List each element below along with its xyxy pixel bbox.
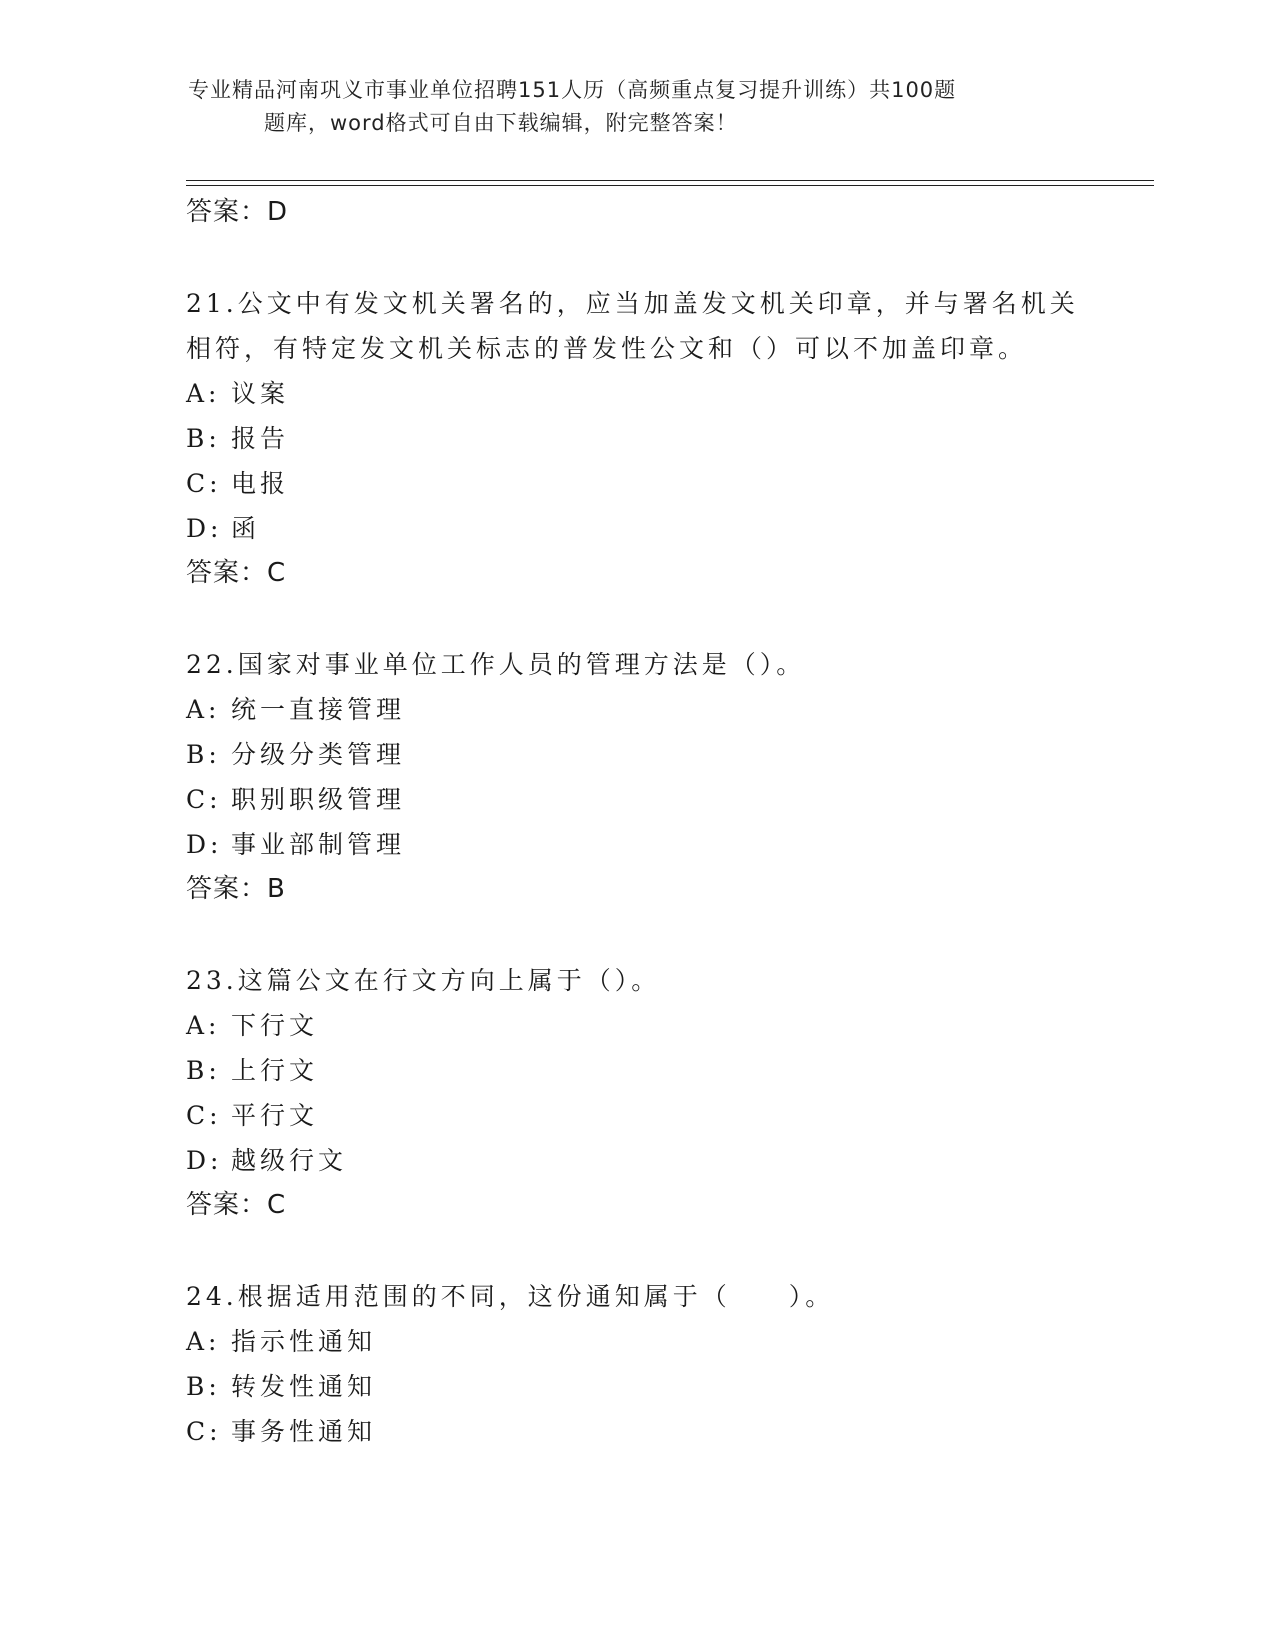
question-item — [186, 281, 1086, 596]
option-c — [186, 1409, 1086, 1454]
option-letter: A: — [186, 1327, 221, 1356]
option-text: 职别职级管理 — [231, 785, 406, 814]
option-letter: D: — [186, 1146, 223, 1175]
option-a — [186, 371, 1086, 416]
answer-line: 答案：C — [186, 1190, 287, 1220]
option-text: 上行文 — [231, 1056, 319, 1085]
option-text: 越级行文 — [231, 1146, 348, 1175]
option-text: 下行文 — [231, 1011, 319, 1040]
question-text: 21.公文中有发文机关署名的，应当加盖发文机关印章，并与署名机关相符，有特定发文机关标志的普发性公文和（）可以不加盖印章。 — [186, 289, 1079, 363]
option-text: 分级分类管理 — [231, 740, 406, 769]
option-b — [186, 732, 1086, 777]
option-letter: A: — [186, 695, 221, 724]
option-letter: B: — [186, 424, 221, 453]
option-text: 函 — [231, 514, 261, 543]
question-item — [186, 642, 1086, 912]
header-title-line2: 题库，word格式可自由下载编辑，附完整答案！ — [264, 111, 738, 135]
option-text: 议案 — [231, 379, 290, 408]
question-item — [186, 1274, 1086, 1454]
option-letter: C: — [186, 785, 222, 814]
option-letter: B: — [186, 1372, 221, 1401]
option-a — [186, 1003, 1086, 1048]
option-d — [186, 822, 1086, 867]
option-text: 转发性通知 — [231, 1372, 377, 1401]
option-c — [186, 461, 1086, 506]
option-letter: D: — [186, 830, 223, 859]
option-letter: C: — [186, 469, 222, 498]
option-b — [186, 1048, 1086, 1093]
question-text: 22.国家对事业单位工作人员的管理方法是（）。 — [186, 650, 806, 679]
document-header — [188, 74, 1088, 140]
option-b — [186, 1364, 1086, 1409]
answer-line: 答案：C — [186, 558, 287, 588]
option-c — [186, 777, 1086, 822]
option-text: 报告 — [231, 424, 290, 453]
option-b — [186, 416, 1086, 461]
header-title-line1: 专业精品河南巩义市事业单位招聘151人历（高频重点复习提升训练）共100题 — [188, 78, 957, 102]
option-text: 统一直接管理 — [231, 695, 406, 724]
answer-line: 答案：B — [186, 874, 286, 904]
header-rule-top — [186, 180, 1154, 181]
option-a — [186, 687, 1086, 732]
question-list — [186, 190, 1086, 1454]
question-text: 24.根据适用范围的不同，这份通知属于（ ）。 — [186, 1282, 835, 1311]
option-letter: D: — [186, 514, 223, 543]
option-letter: C: — [186, 1417, 222, 1446]
option-letter: A: — [186, 379, 221, 408]
question-text: 23.这篇公文在行文方向上属于（）。 — [186, 966, 661, 995]
option-letter: B: — [186, 740, 221, 769]
option-text: 事务性通知 — [231, 1417, 377, 1446]
option-text: 电报 — [231, 469, 290, 498]
option-text: 平行文 — [231, 1101, 319, 1130]
question-item — [186, 958, 1086, 1228]
option-c — [186, 1093, 1086, 1138]
header-rule-bottom — [186, 185, 1154, 186]
option-text: 指示性通知 — [231, 1327, 377, 1356]
option-letter: C: — [186, 1101, 222, 1130]
option-text: 事业部制管理 — [231, 830, 406, 859]
option-d — [186, 506, 1086, 551]
answer-line: 答案：D — [186, 197, 289, 227]
option-d — [186, 1138, 1086, 1183]
option-letter: B: — [186, 1056, 221, 1085]
option-a — [186, 1319, 1086, 1364]
option-letter: A: — [186, 1011, 221, 1040]
